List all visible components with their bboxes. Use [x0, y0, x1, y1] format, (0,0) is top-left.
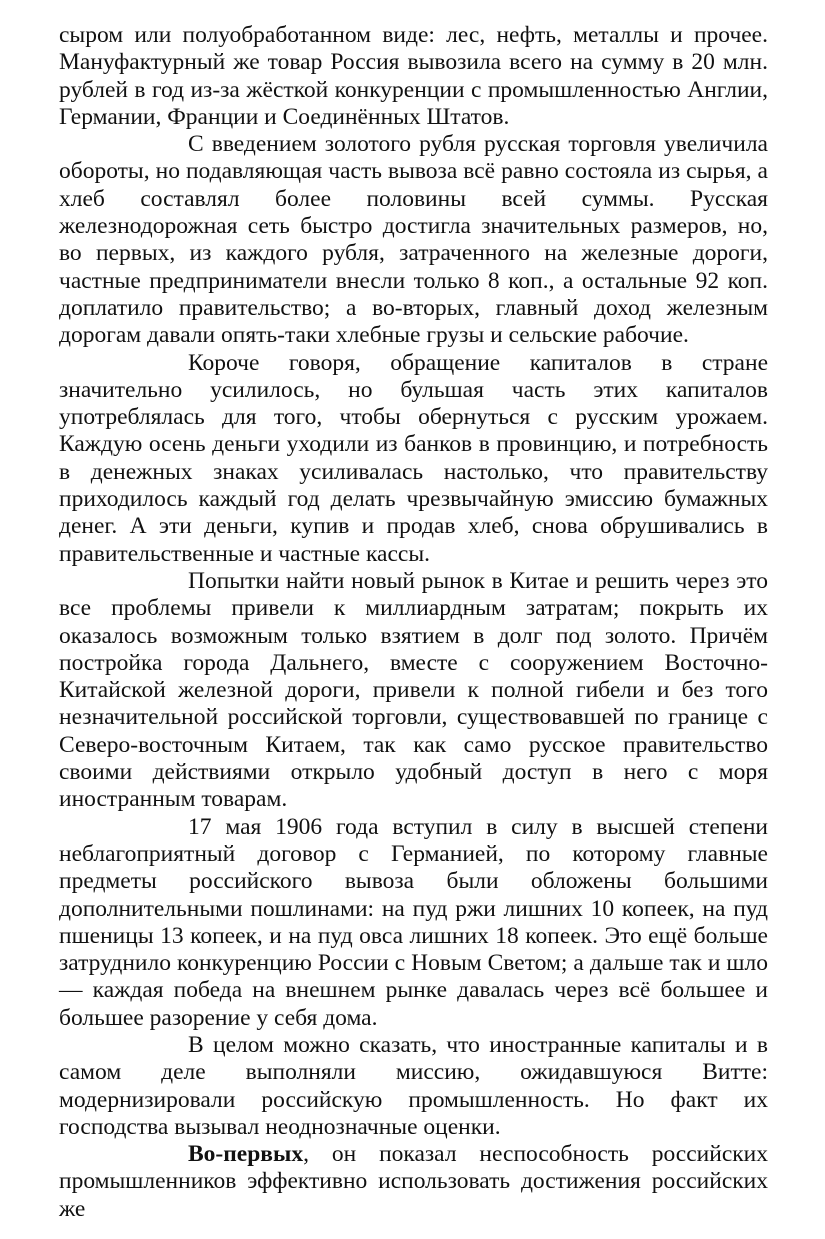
- paragraph-germany-treaty: 17 мая 1906 года вступил в силу в высшей степени неблагоприятный договор с Германией, по которому главные предметы российского вывоза были обложены большими дополнительными пошлинами: на пуд ржи лишних 10 копеек, на пуд пшеницы 13 копеек, и на пуд овса лишних 18 копеек. Это ещё больше затруднило конкуренцию России с Новым Светом; а дальше так и шло — каждая победа на внешнем рынке давалась через всё большее и большее разорение у себя дома.: [59, 813, 768, 1031]
- paragraph-firstly-text: , он показал неспособность российских промышленников эффективно использовать достижения российских же: [59, 1141, 768, 1222]
- paragraph-continuation: сыром или полуобработанном виде: лес, нефть, металлы и прочее. Мануфактурный же товар Россия вывозила всего на сумму в 20 млн. рублей в год из-за жёсткой конкуренции с промышленностью Англии, Германии, Франции и Соединённых Штатов.: [59, 22, 768, 130]
- paragraph-firstly: [59, 1141, 768, 1223]
- paragraph-china-market: Попытки найти новый рынок в Китае и решить через это все проблемы привели к миллиардным затратам; покрыть их оказалось возможным только взятием в долг под золото. Причём постройка города Дальнего, вместе с сооружением Восточно-Китайской железной дороги, привели к полной гибели и без того незначительной российской торговли, существовавшей по границе с Северо-восточным Китаем, так как само русское правительство своими действиями открыло удобный доступ в него с моря иностранным товарам.: [59, 567, 768, 813]
- bold-lead-firstly: Во-первых: [188, 1141, 304, 1168]
- paragraph-gold-ruble: С введением золотого рубля русская торговля увеличила обороты, но подавляющая часть вывоза всё равно состояла из сырья, а хлеб составлял более половины всей суммы. Русская железнодорожная сеть быстро достигла значительных размеров, но, во первых, из каждого рубля, затраченного на железные дороги, частные предприниматели внесли только 8 коп., а остальные 92 коп. доплатило правительство; а во-вторых, главный доход железным дорогам давали опять-таки хлебные грузы и сельские рабочие.: [59, 131, 768, 349]
- paragraph-capital-circulation: Короче говоря, обращение капиталов в стране значительно усилилось, но бульшая часть этих капиталов употреблялась для того, чтобы обернуться с русским урожаем. Каждую осень деньги уходили из банков в провинцию, и потребность в денежных знаках усиливалась настолько, что правительству приходилось каждый год делать чрезвычайную эмиссию бумажных денег. А эти деньги, купив и продав хлеб, снова обрушивались в правительственные и частные кассы.: [59, 349, 768, 567]
- paragraph-foreign-capital: В целом можно сказать, что иностранные капиталы и в самом деле выполняли миссию, ожидавшуюся Витте: модернизировали российскую промышленность. Но факт их господства вызывал неоднозначные оценки.: [59, 1031, 768, 1140]
